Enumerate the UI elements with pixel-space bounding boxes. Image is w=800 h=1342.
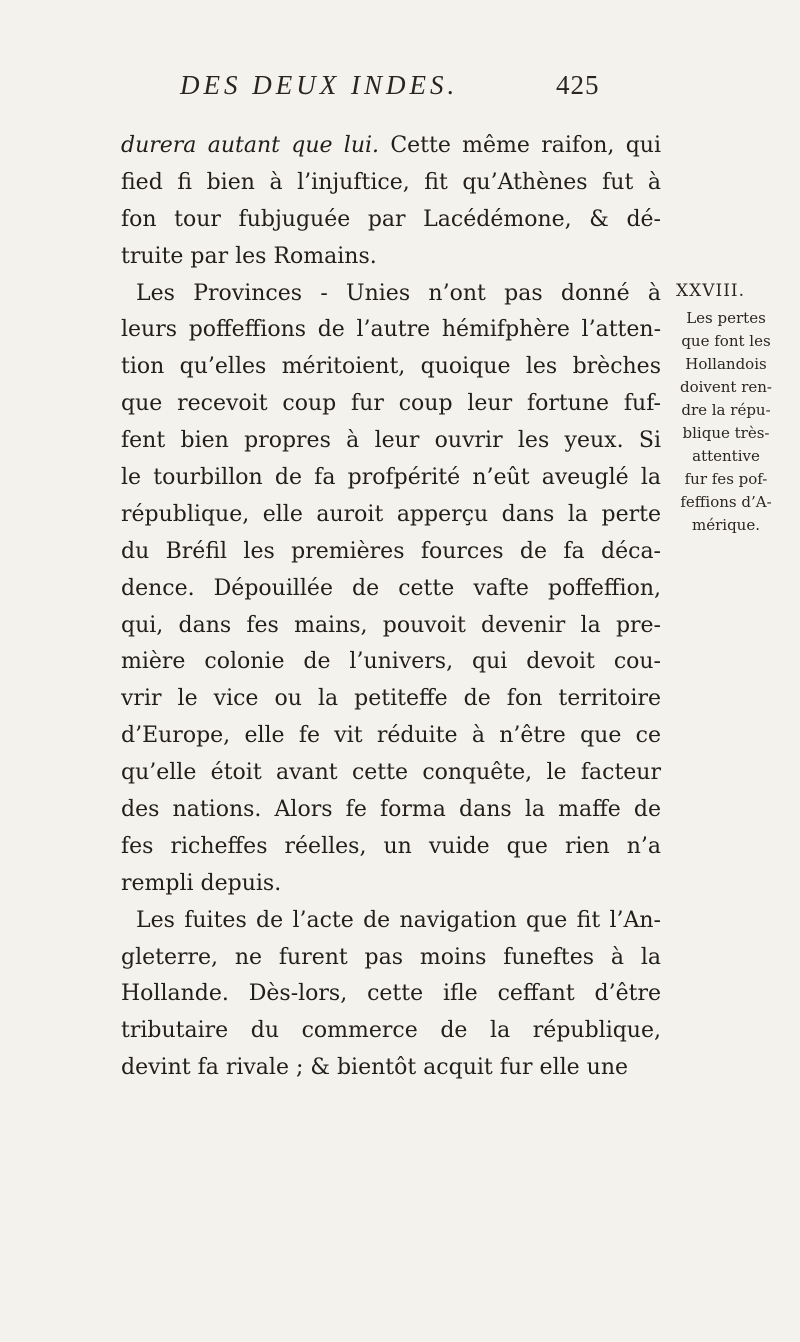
margin-note-line: attentive xyxy=(692,447,760,465)
running-head xyxy=(180,66,600,106)
text-line-content: Cette même raifon, qui xyxy=(379,133,661,158)
text-line xyxy=(121,423,661,460)
margin-note-line: que font les xyxy=(681,332,771,350)
text-line xyxy=(121,239,661,276)
text-line-content: rempli depuis. xyxy=(121,870,282,896)
text-line-italic-lead: durera autant que lui. xyxy=(121,133,380,158)
margin-note-line: blique très- xyxy=(682,424,770,442)
text-line xyxy=(121,349,661,386)
text-line xyxy=(121,165,661,202)
text-line-content: Hollande. Dès-lors, cette ifle ceffant d’être xyxy=(121,981,661,1007)
text-line xyxy=(121,202,661,239)
text-line-content: tributaire du commerce de la république, xyxy=(121,1018,661,1044)
margin-note-line: Hollandois xyxy=(685,355,767,373)
text-line xyxy=(121,312,661,349)
text-line-content: fied fi bien à l’injuftice, fit qu’Athènes fut à xyxy=(121,169,661,195)
margin-note-line: fur fes pof- xyxy=(684,470,768,488)
running-title: DES DEUX INDES. xyxy=(180,70,459,100)
text-line-content: que recevoit coup fur coup leur fortune fuf- xyxy=(121,391,661,417)
text-line-content: le tourbillon de fa profpérité n’eût aveuglé la xyxy=(121,465,661,491)
page-number: 425 xyxy=(556,70,600,100)
margin-note-line: mérique. xyxy=(692,516,760,534)
text-line-content: fon tour fubjuguée par Lacédémone, & dé- xyxy=(121,206,661,232)
text-line-content: qui, dans fes mains, pouvoit devenir la pre- xyxy=(121,612,661,638)
text-line xyxy=(121,276,661,313)
text-line xyxy=(121,792,661,829)
text-line xyxy=(121,718,661,755)
text-line-content: dence. Dépouillée de cette vafte poffeffion, xyxy=(121,575,661,601)
text-line xyxy=(121,644,661,681)
text-line xyxy=(121,755,661,792)
text-line xyxy=(121,976,661,1013)
text-line-content: du Bréfil les premières fources de fa déca- xyxy=(121,538,661,564)
text-line-content: vrir le vice ou la petiteffe de fon territoire xyxy=(121,686,661,712)
margin-note-line: feffions d’A- xyxy=(680,493,772,511)
text-line xyxy=(121,534,661,571)
margin-note-line: doivent ren- xyxy=(679,378,772,396)
text-line xyxy=(121,571,661,608)
main-text-block xyxy=(121,128,661,1087)
margin-note-line: Les pertes xyxy=(686,309,766,327)
text-line-content: Les fuites de l’acte de navigation que fit l’An- xyxy=(136,907,661,933)
text-line xyxy=(121,866,661,903)
margin-note-section-number: XXVIII. xyxy=(676,281,746,301)
text-line xyxy=(121,681,661,718)
text-line xyxy=(121,497,661,534)
text-line-content: fes richeffes réelles, un vuide que rien n’a xyxy=(121,833,661,859)
text-line-content: fent bien propres à leur ouvrir les yeux. Si xyxy=(121,428,661,454)
margin-note xyxy=(676,280,800,537)
text-line xyxy=(121,460,661,497)
text-line-content: qu’elle étoit avant cette conquête, le facteur xyxy=(121,760,661,786)
text-line-content: Les Provinces - Unies n’ont pas donné à xyxy=(136,280,661,306)
text-line-content: république, elle auroit apperçu dans la perte xyxy=(121,501,661,527)
text-line xyxy=(121,608,661,645)
text-line xyxy=(121,1050,661,1087)
text-line xyxy=(121,386,661,423)
text-line-content: gleterre, ne furent pas moins funeftes à la xyxy=(121,944,661,970)
text-line xyxy=(121,940,661,977)
text-line xyxy=(121,903,661,940)
text-line xyxy=(121,128,661,165)
text-line-content: leurs poffeffions de l’autre hémifphère l’atten- xyxy=(121,317,661,343)
text-line-content: truite par les Romains. xyxy=(121,243,377,269)
text-line-content: tion qu’elles méritoient, quoique les brèches xyxy=(121,354,661,380)
text-line-content: devint fa rivale ; & bientôt acquit fur elle une xyxy=(121,1055,629,1081)
text-line xyxy=(121,1013,661,1050)
margin-note-line: dre la répu- xyxy=(681,401,771,419)
text-line xyxy=(121,829,661,866)
text-line-content: mière colonie de l’univers, qui devoit cou- xyxy=(121,649,661,675)
text-line-content: des nations. Alors fe forma dans la maffe de xyxy=(121,797,661,823)
text-line-content: d’Europe, elle fe vit réduite à n’être que ce xyxy=(121,723,661,749)
